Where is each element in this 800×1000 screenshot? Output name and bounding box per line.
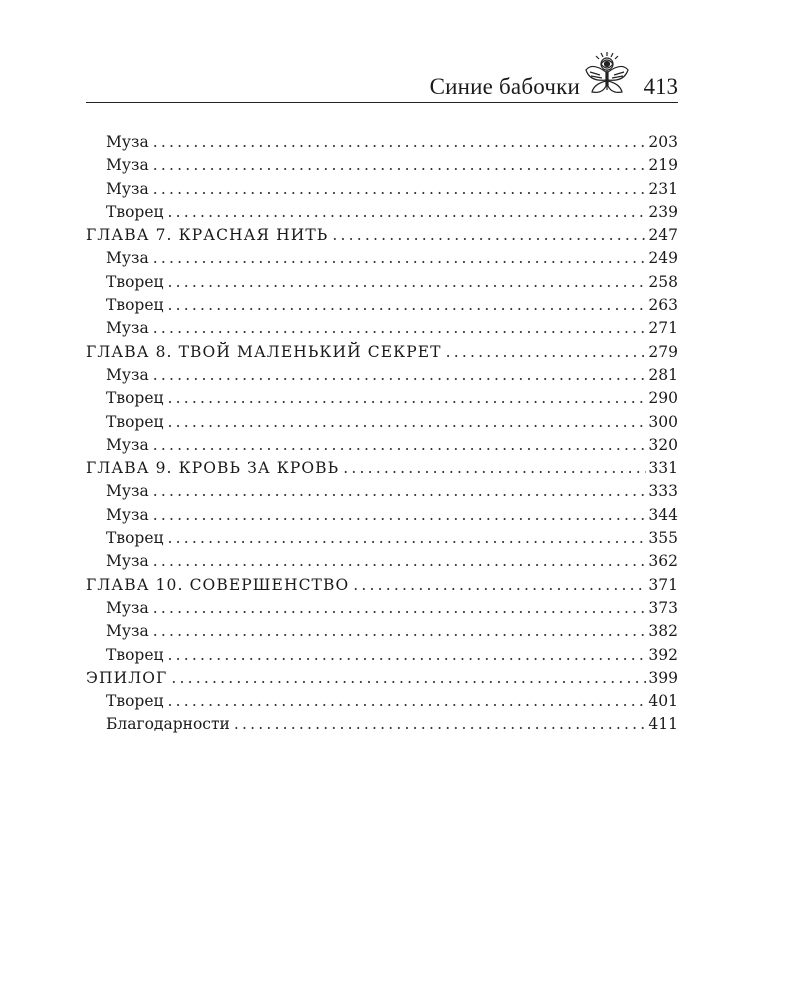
toc-section-row: [86, 434, 678, 457]
toc-entry-title: ЭПИЛОГ: [86, 668, 168, 687]
toc-entry-page: 279: [648, 342, 678, 361]
dot-leader: [343, 457, 646, 480]
toc-section-row: [86, 131, 678, 154]
toc-entry-page: 258: [648, 272, 678, 291]
toc-entry-page: 271: [648, 319, 678, 338]
dot-leader: [153, 504, 647, 527]
toc-entry-title: Муза: [106, 156, 149, 175]
dot-leader: [167, 387, 646, 410]
table-of-contents: [86, 131, 678, 737]
toc-entry-title: Творец: [106, 529, 164, 548]
toc-section-row: [86, 713, 678, 736]
toc-entry-page: 247: [648, 226, 678, 245]
toc-section-row: [86, 597, 678, 620]
toc-section-row: [86, 411, 678, 434]
toc-entry-page: 231: [648, 179, 678, 198]
toc-entry-page: 331: [648, 459, 678, 478]
toc-entry-title: Творец: [106, 296, 164, 315]
toc-entry-page: 333: [648, 482, 678, 501]
toc-section-row: [86, 504, 678, 527]
dot-leader: [167, 690, 646, 713]
toc-entry-page: 373: [648, 598, 678, 617]
toc-entry-page: 281: [648, 365, 678, 384]
running-header: [86, 62, 678, 103]
toc-entry-page: 399: [648, 668, 678, 687]
toc-entry-title: Муза: [106, 505, 149, 524]
toc-entry-title: Творец: [106, 202, 164, 221]
toc-entry-page: 300: [648, 412, 678, 431]
dot-leader: [153, 178, 647, 201]
toc-section-row: [86, 154, 678, 177]
toc-entry-title: Благодарности: [106, 715, 230, 734]
dot-leader: [353, 574, 646, 597]
toc-entry-title: Творец: [106, 692, 164, 711]
toc-entry-title: ГЛАВА 10. СОВЕРШЕНСТВО: [86, 575, 350, 594]
dot-leader: [446, 341, 647, 364]
toc-entry-page: 392: [648, 645, 678, 664]
dot-leader: [153, 247, 647, 270]
toc-section-row: [86, 317, 678, 340]
toc-entry-title: Муза: [106, 622, 149, 641]
dot-leader: [153, 317, 647, 340]
toc-section-row: [86, 294, 678, 317]
toc-chapter-row: [86, 224, 678, 247]
dot-leader: [153, 620, 647, 643]
toc-section-row: [86, 480, 678, 503]
dot-leader: [153, 434, 647, 457]
toc-section-row: [86, 271, 678, 294]
toc-chapter-row: [86, 457, 678, 480]
dot-leader: [153, 131, 647, 154]
toc-entry-title: Муза: [106, 482, 149, 501]
toc-entry-title: ГЛАВА 9. КРОВЬ ЗА КРОВЬ: [86, 459, 340, 478]
toc-entry-title: ГЛАВА 8. ТВОЙ МАЛЕНЬКИЙ СЕКРЕТ: [86, 342, 442, 361]
dot-leader: [153, 550, 647, 573]
toc-entry-title: ГЛАВА 7. КРАСНАЯ НИТЬ: [86, 226, 329, 245]
toc-entry-page: 219: [648, 156, 678, 175]
butterfly-eye-emblem-icon: [582, 50, 632, 100]
book-title: Синие бабочки: [429, 74, 580, 99]
toc-entry-page: 401: [648, 692, 678, 711]
toc-section-row: [86, 690, 678, 713]
toc-entry-title: Муза: [106, 179, 149, 198]
dot-leader: [167, 644, 646, 667]
toc-entry-title: Муза: [106, 598, 149, 617]
toc-entry-page: 371: [648, 575, 678, 594]
toc-entry-page: 382: [648, 622, 678, 641]
dot-leader: [234, 713, 647, 736]
toc-entry-title: Муза: [106, 319, 149, 338]
toc-entry-page: 249: [648, 249, 678, 268]
dot-leader: [332, 224, 646, 247]
toc-section-row: [86, 644, 678, 667]
toc-entry-page: 411: [648, 715, 678, 734]
dot-leader: [171, 667, 646, 690]
toc-entry-page: 355: [648, 529, 678, 548]
toc-entry-page: 239: [648, 202, 678, 221]
dot-leader: [153, 364, 647, 387]
toc-chapter-row: [86, 667, 678, 690]
toc-entry-title: Творец: [106, 272, 164, 291]
toc-section-row: [86, 387, 678, 410]
toc-entry-title: Муза: [106, 435, 149, 454]
toc-entry-title: Муза: [106, 133, 149, 151]
dot-leader: [167, 294, 646, 317]
toc-entry-title: Творец: [106, 412, 164, 431]
toc-section-row: [86, 527, 678, 550]
toc-section-row: [86, 364, 678, 387]
toc-chapter-row: [86, 341, 678, 364]
dot-leader: [153, 597, 647, 620]
toc-section-row: [86, 620, 678, 643]
toc-entry-page: 344: [648, 505, 678, 524]
dot-leader: [153, 480, 647, 503]
toc-section-row: [86, 550, 678, 573]
dot-leader: [167, 527, 646, 550]
toc-entry-page: 290: [648, 389, 678, 408]
toc-entry-title: Муза: [106, 552, 149, 571]
dot-leader: [153, 154, 647, 177]
page-number: 413: [643, 74, 678, 99]
toc-entry-title: Творец: [106, 645, 164, 664]
toc-section-row: [86, 178, 678, 201]
toc-entry-page: 263: [648, 296, 678, 315]
toc-entry-title: Творец: [106, 389, 164, 408]
toc-entry-page: 203: [648, 133, 678, 151]
toc-section-row: [86, 201, 678, 224]
toc-section-row: [86, 247, 678, 270]
toc-entry-page: 320: [648, 435, 678, 454]
dot-leader: [167, 271, 646, 294]
dot-leader: [167, 201, 646, 224]
dot-leader: [167, 411, 646, 434]
toc-chapter-row: [86, 574, 678, 597]
toc-entry-title: Муза: [106, 249, 149, 268]
toc-entry-title: Муза: [106, 365, 149, 384]
toc-entry-page: 362: [648, 552, 678, 571]
